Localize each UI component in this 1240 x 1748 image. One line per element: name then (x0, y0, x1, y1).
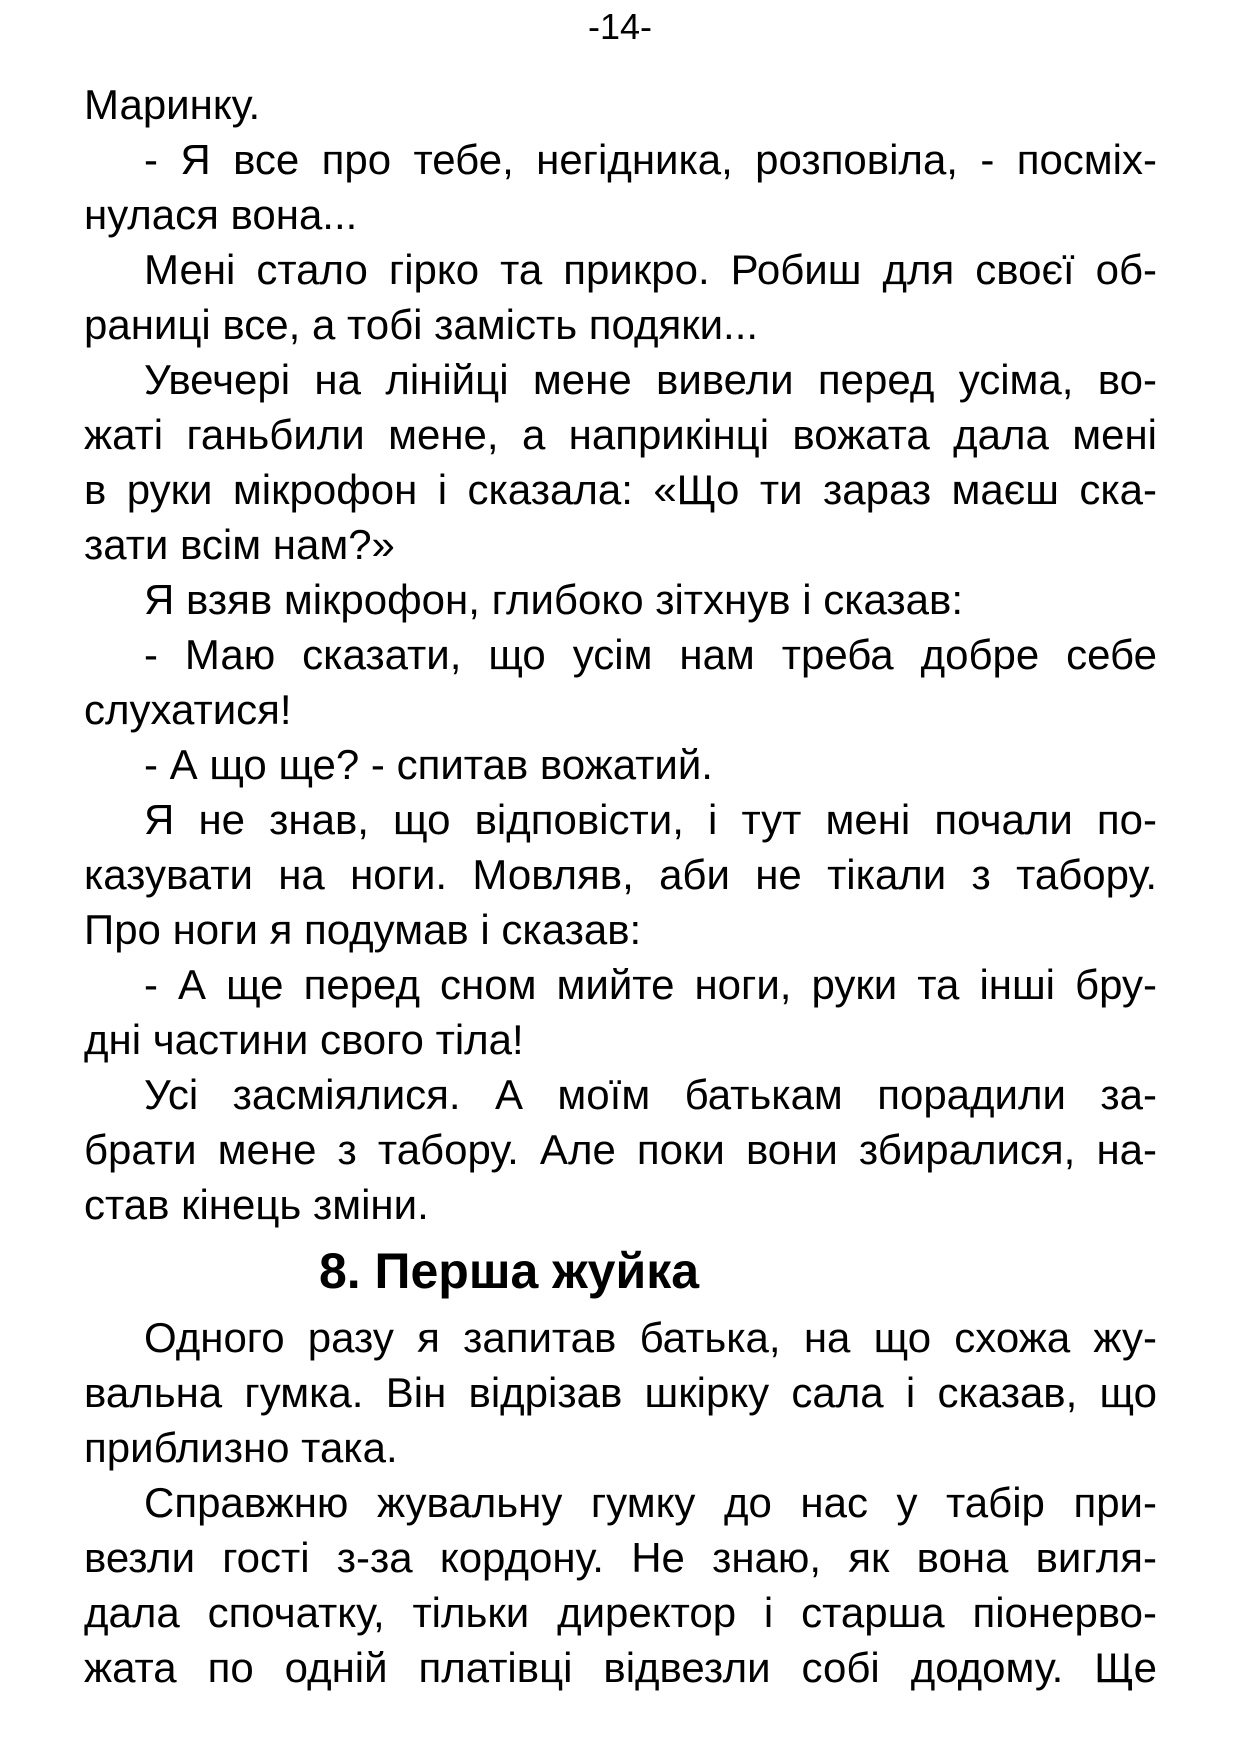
text-line: раниці все, а тобі замість подяки... (84, 301, 759, 348)
text-line: приблизно така. (84, 1424, 398, 1471)
paragraph (84, 792, 1157, 957)
text-line: Я не знав, що відповісти, і тут мені почали по- (144, 796, 1157, 843)
text-line: дні частини свого тіла! (84, 1016, 524, 1063)
paragraph (84, 572, 1157, 627)
text-line: Мені стало гірко та прикро. Робиш для своєї об- (144, 246, 1157, 293)
text-line: зати всім нам?» (84, 521, 395, 568)
text-line: нулася вона... (84, 191, 358, 238)
text-line: Про ноги я подумав і сказав: (84, 906, 642, 953)
paragraph (84, 1475, 1157, 1695)
text-line: Я взяв мікрофон, глибоко зітхнув і сказав: (144, 576, 963, 623)
page-number: -14- (587, 6, 653, 47)
paragraph (84, 1067, 1157, 1232)
text-line: брати мене з табору. Але поки вони збиралися, на- (84, 1126, 1157, 1173)
text-line: став кінець зміни. (84, 1181, 429, 1228)
text-line: казувати на ноги. Мовляв, аби не тікали з табору. (84, 851, 1157, 898)
text-line: Одного разу я запитав батька, на що схожа жу- (144, 1314, 1157, 1361)
text-line: Усі засміялися. А моїм батькам порадили за- (144, 1071, 1157, 1118)
text-line: - Маю сказати, що усім нам треба добре себе (144, 631, 1157, 678)
text-line: - А що ще? - спитав вожатий. (144, 741, 713, 788)
paragraph (84, 957, 1157, 1067)
text-line: вальна гумка. Він відрізав шкірку сала і сказав, що (84, 1369, 1157, 1416)
text-line: в руки мікрофон і сказала: «Що ти зараз маєш ска- (84, 466, 1157, 513)
paragraph (84, 242, 1157, 352)
paragraph (84, 1310, 1157, 1475)
text-line: жаті ганьбили мене, а наприкінці вожата дала мені (84, 411, 1157, 458)
text-line: слухатися! (84, 686, 292, 733)
paragraph (84, 737, 1157, 792)
text-line: жата по одній платівці відвезли собі додому. Ще (84, 1644, 1157, 1691)
text-line: Увечері на лінійці мене вивели перед усіма, во- (144, 356, 1157, 403)
paragraph (84, 132, 1157, 242)
text-line: - А ще перед сном мийте ноги, руки та інші бру- (144, 961, 1157, 1008)
text-line: - Я все про тебе, негідника, розповіла, - посміх- (144, 136, 1157, 183)
section-heading: 8. Перша жуйка (318, 1243, 700, 1299)
text-line: везли гості з-за кордону. Не знаю, як вона вигля- (84, 1534, 1157, 1581)
paragraph (84, 77, 1157, 132)
paragraph (84, 627, 1157, 737)
text-line: Справжню жувальну гумку до нас у табір при- (144, 1479, 1157, 1526)
text-body (84, 77, 1157, 1695)
text-line: Маринку. (84, 81, 261, 128)
paragraph (84, 352, 1157, 572)
text-line: дала спочатку, тільки директор і старша піонерво- (84, 1589, 1157, 1636)
